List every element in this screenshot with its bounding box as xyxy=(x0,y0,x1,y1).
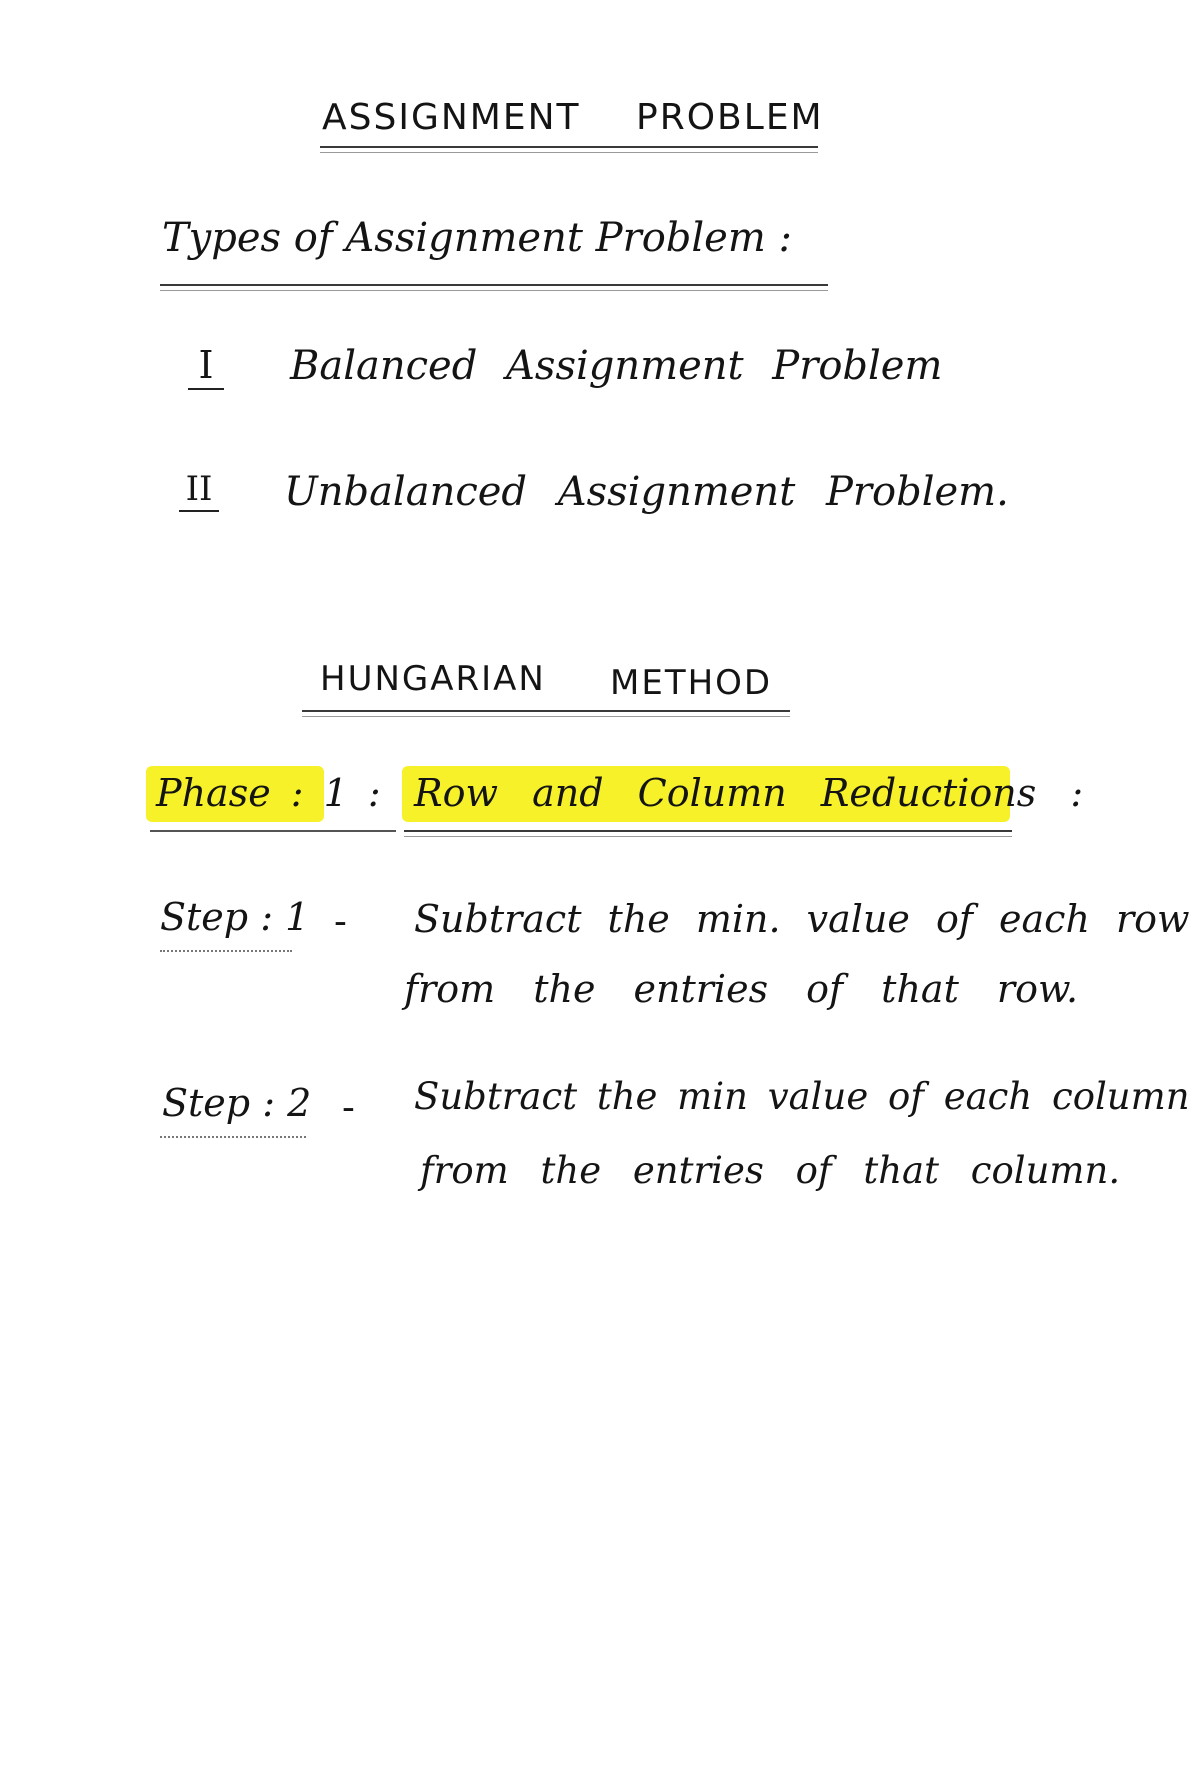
step-1-line-1: Subtract the min. value of each row xyxy=(414,897,1190,941)
type-balanced: Balanced Assignment Problem xyxy=(290,343,943,389)
step-1-label-underline xyxy=(160,950,292,952)
title-underline xyxy=(320,146,818,153)
roman-numeral-2 xyxy=(176,469,222,512)
step-2-line-2: from the entries of that column. xyxy=(420,1149,1121,1192)
phase-title-underline xyxy=(404,830,1012,837)
method-heading-underline xyxy=(302,710,790,717)
step-1-line-2: from the entries of that row. xyxy=(404,967,1079,1011)
types-heading-underline xyxy=(160,284,828,291)
step-2-dash: - xyxy=(342,1085,355,1129)
title-problem: PROBLEM xyxy=(636,97,824,138)
types-heading: Types of Assignment Problem : xyxy=(162,215,792,261)
step-2-line-1: Subtract the min value of each column xyxy=(414,1075,1190,1118)
roman-numeral-1-text: I xyxy=(198,343,214,387)
type-unbalanced: Unbalanced Assignment Problem. xyxy=(284,469,1009,515)
roman-numeral-2-underline xyxy=(179,510,219,512)
roman-numeral-1 xyxy=(186,343,226,390)
title-assignment: ASSIGNMENT xyxy=(322,97,581,138)
roman-numeral-2-text: II xyxy=(185,469,213,509)
step-1-dash: - xyxy=(334,899,347,943)
method-heading-hungarian: HUNGARIAN xyxy=(320,659,546,699)
method-heading-method: METHOD xyxy=(610,663,773,703)
phase-title: Row and Column Reductions : xyxy=(414,771,1084,815)
step-2-label-underline xyxy=(160,1136,306,1138)
phase-label: Phase : 1 : xyxy=(156,771,381,815)
step-2-label: Step : 2 xyxy=(162,1081,312,1125)
step-1-label: Step : 1 xyxy=(160,895,310,939)
roman-numeral-1-underline xyxy=(188,388,224,390)
phase-label-underline xyxy=(150,830,396,832)
